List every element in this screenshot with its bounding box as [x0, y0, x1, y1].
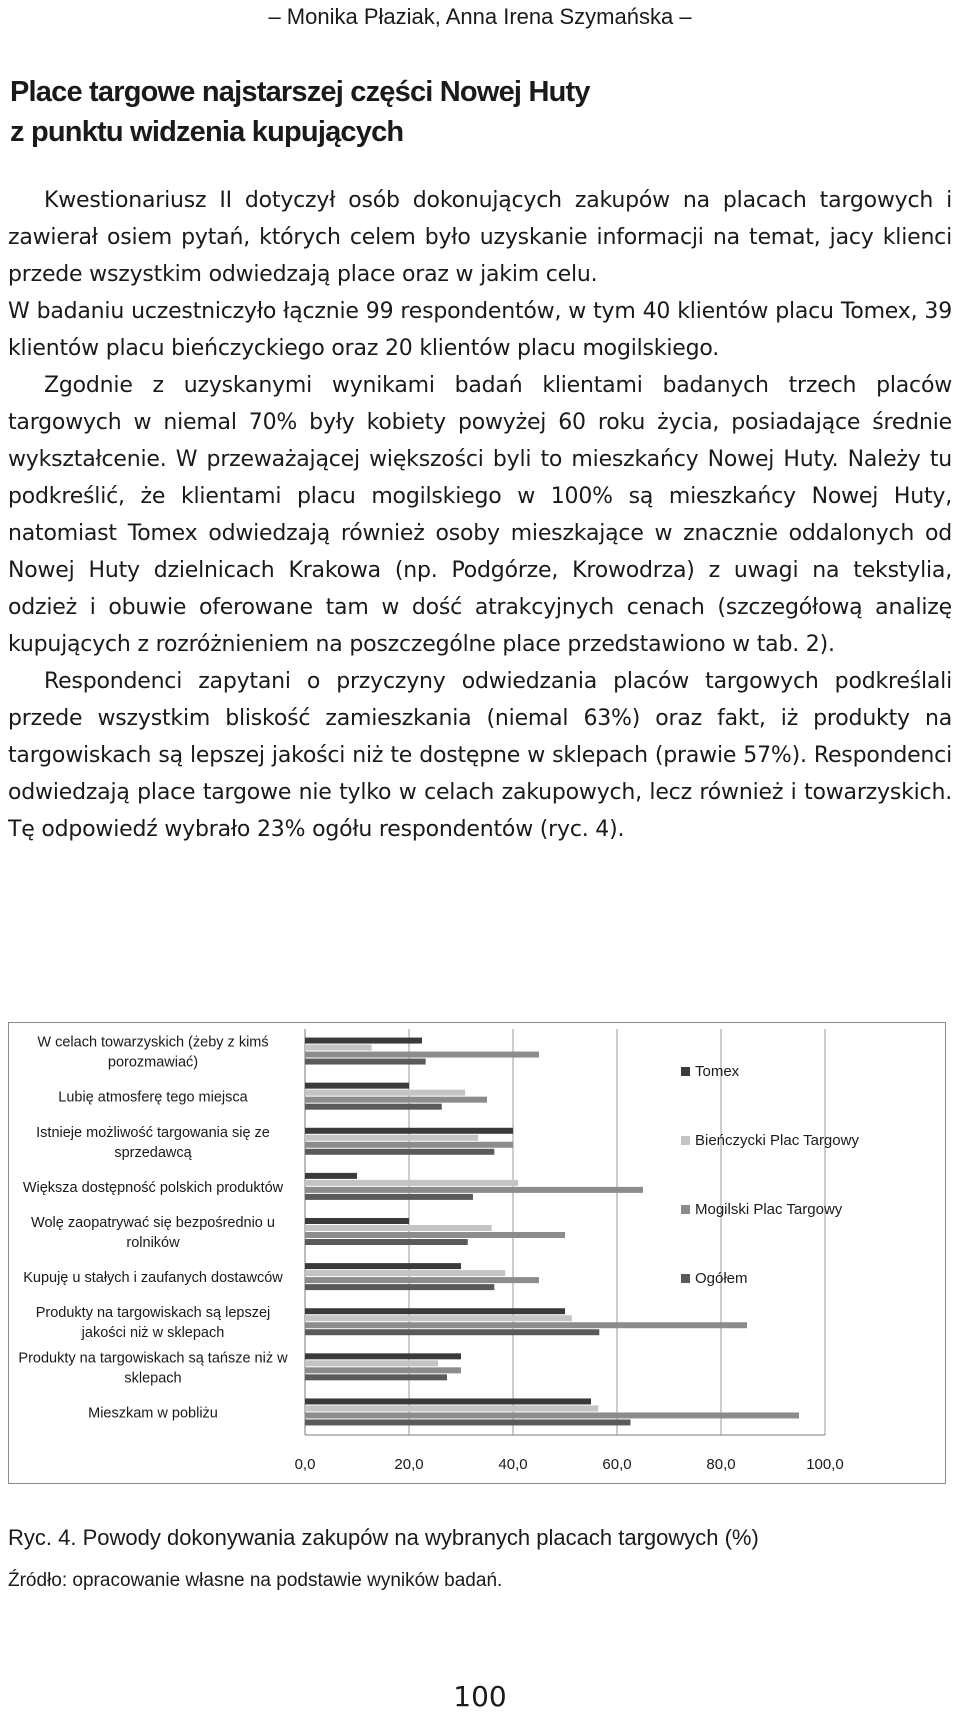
bar	[305, 1045, 372, 1051]
running-header: – Monika Płaziak, Anna Irena Szymańska –	[268, 4, 692, 29]
chart-svg	[9, 1023, 945, 1483]
x-tick-label: 80,0	[706, 1456, 736, 1473]
bar	[305, 1263, 461, 1269]
figure-source: Źródło: opracowanie własne na podstawie wyników badań.	[8, 1570, 503, 1591]
bar	[305, 1135, 478, 1141]
category-label: porozmawiać)	[107, 1054, 199, 1071]
bar	[305, 1277, 539, 1283]
bar	[305, 1180, 518, 1186]
legend-label: Ogółem	[695, 1270, 748, 1287]
category-label: jakości niż w sklepach	[81, 1325, 225, 1342]
paragraph-3: Zgodnie z uzyskanymi wynikami badań klientami badanych trzech placów targowych w niemal 70% były kobiety powyżej 60 roku życia, posiadające średnie wykształcenie. W przeważającej większości byli to mieszkańcy Nowej Huty. Należy tu podkreślić, że klientami placu mogilskiego w 100% są mieszkańcy Nowej Huty, natomiast Tomex odwiedzają również osoby mieszkające w znacznie oddalonych od Nowej Huty dzielnicach Krakowa (np. Podgórze, Krowodrza) z uwagi na tekstylia, odzież i obuwie oferowane tam w dość atrakcyjnych cenach (szczegółową analizę kupujących z rozróżnieniem na poszczególne place przedstawiono w tab. 2).	[8, 373, 952, 657]
bar	[305, 1142, 513, 1148]
category-label: Lubię atmosferę tego miejsca	[58, 1089, 248, 1106]
bar	[305, 1315, 572, 1321]
category-label: Mieszkam w pobliżu	[88, 1405, 218, 1422]
bar	[305, 1270, 505, 1276]
title-line-2: z punktu widzenia kupujących	[10, 116, 404, 148]
paragraph-4: Respondenci zapytani o przyczyny odwiedzania placów targowych podkreślali przede wszystkim bliskość zamieszkania (niemal 63%) oraz fakt, iż produkty na targowiskach są lepszej jakości niż te dostępne w sklepach (prawie 57%). Respondenci odwiedzają place targowe nie tylko w celach zakupowych, lecz również i towarzyskich. Tę odpowiedź wybrało 23% ogółu respondentów (ryc. 4).	[8, 669, 952, 842]
bar-chart	[8, 1022, 946, 1484]
legend-label: Mogilski Plac Targowy	[695, 1201, 843, 1218]
bar	[305, 1090, 465, 1096]
bar	[305, 1038, 422, 1044]
bar	[305, 1360, 438, 1366]
figure-caption: Ryc. 4. Powody dokonywania zakupów na wybranych placach targowych (%)	[8, 1525, 759, 1550]
x-tick-label: 0,0	[294, 1456, 316, 1473]
bar	[305, 1218, 409, 1224]
paragraph-2: W badaniu uczestniczyło łącznie 99 respondentów, w tym 40 klientów placu Tomex, 39 klientów placu bieńczyckiego oraz 20 klientów placu mogilskiego.	[8, 299, 952, 361]
bar	[305, 1367, 461, 1373]
bar	[305, 1225, 492, 1231]
category-label: Produkty na targowiskach są lepszej	[35, 1305, 271, 1322]
bar	[305, 1398, 591, 1404]
bar	[305, 1322, 747, 1328]
bar	[305, 1083, 409, 1089]
category-label: Istnieje możliwość targowania się ze	[36, 1124, 270, 1141]
body-text	[8, 182, 952, 848]
bar	[305, 1284, 494, 1290]
category-label: Wolę zaopatrywać się bezpośrednio u	[31, 1215, 275, 1231]
category-label: Produkty na targowiskach są tańsze niż w	[18, 1350, 288, 1367]
bar	[305, 1059, 426, 1065]
category-label: Większa dostępność polskich produktów	[22, 1179, 284, 1196]
category-label: W celach towarzyskich (żeby z kimś	[37, 1034, 269, 1051]
bar	[305, 1353, 461, 1359]
bar	[305, 1239, 468, 1245]
legend-label: Tomex	[695, 1063, 740, 1080]
bar	[305, 1052, 539, 1058]
x-tick-label: 60,0	[602, 1456, 632, 1473]
legend-swatch	[681, 1067, 690, 1076]
title-line-1: Place targowe najstarszej części Nowej Huty	[10, 76, 590, 108]
bar	[305, 1194, 473, 1200]
legend-swatch	[681, 1136, 690, 1145]
category-label: Kupuję u stałych i zaufanych dostawców	[23, 1270, 283, 1287]
bar	[305, 1149, 494, 1155]
page-number: 100	[453, 1680, 507, 1713]
bar	[305, 1329, 599, 1335]
bar	[305, 1405, 598, 1411]
category-label: rolników	[126, 1235, 180, 1251]
bar	[305, 1374, 447, 1380]
category-label: sprzedawcą	[114, 1144, 192, 1161]
category-label: sklepach	[124, 1370, 182, 1387]
legend-swatch	[681, 1274, 690, 1283]
bar	[305, 1173, 357, 1179]
x-tick-label: 100,0	[806, 1456, 844, 1473]
bar	[305, 1412, 799, 1418]
bar	[305, 1104, 442, 1110]
paragraph-1: Kwestionariusz II dotyczył osób dokonujących zakupów na placach targowych i zawierał osiem pytań, których celem było uzyskanie informacji na temat, jacy klienci przede wszystkim odwiedzają place oraz w jakim celu.	[8, 188, 952, 287]
bar	[305, 1308, 565, 1314]
bar	[305, 1232, 565, 1238]
legend-label: Bieńczycki Plac Targowy	[695, 1132, 859, 1149]
legend-swatch	[681, 1205, 690, 1214]
bar	[305, 1097, 487, 1103]
x-tick-label: 20,0	[394, 1456, 424, 1473]
bar	[305, 1128, 513, 1134]
section-title	[10, 72, 950, 152]
bar	[305, 1419, 631, 1425]
bar	[305, 1187, 643, 1193]
x-tick-label: 40,0	[498, 1456, 528, 1473]
